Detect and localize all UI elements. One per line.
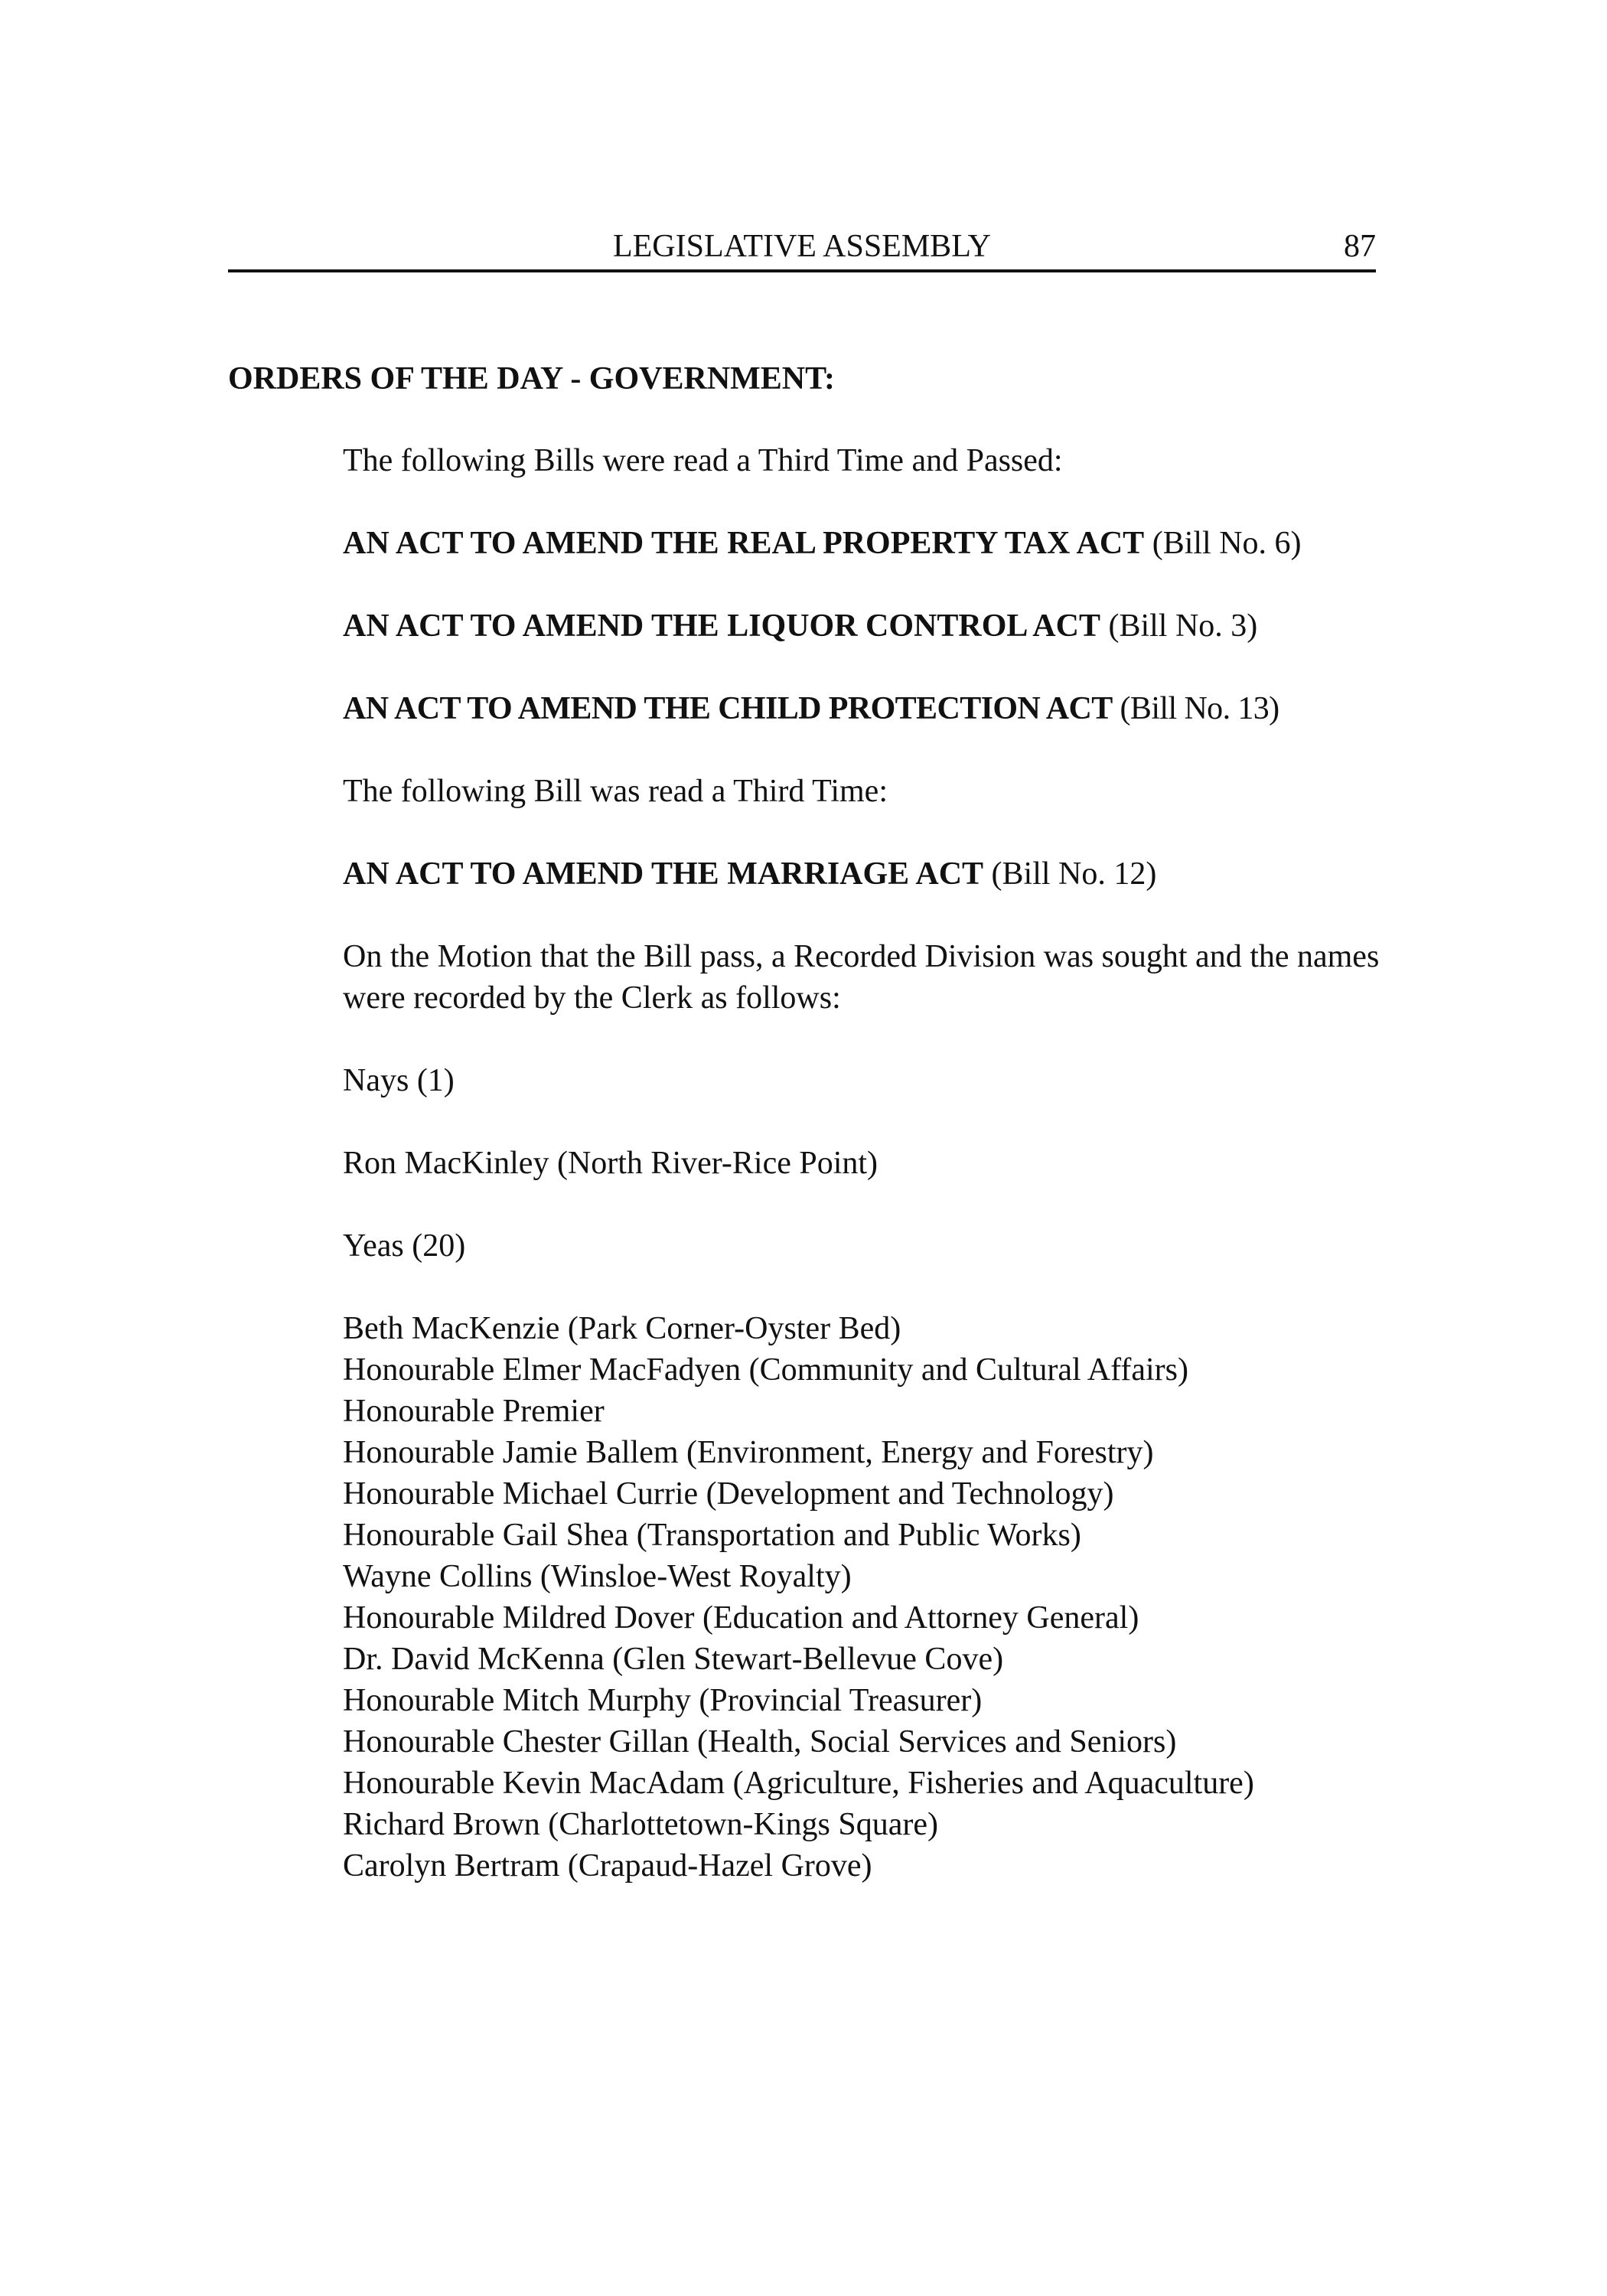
bill-title: AN ACT TO AMEND THE LIQUOR CONTROL ACT xyxy=(343,608,1100,644)
yeas-member: Beth MacKenzie (Park Corner-Oyster Bed) xyxy=(343,1311,901,1346)
bill-entry xyxy=(343,523,1384,564)
yeas-member: Carolyn Bertram (Crapaud-Hazel Grove) xyxy=(343,1848,872,1883)
bill-number: (Bill No. 6) xyxy=(1152,526,1302,561)
yeas-member: Honourable Mildred Dover (Education and Attorney General) xyxy=(343,1600,1139,1636)
bill-entry xyxy=(343,605,1257,647)
yeas-member: Honourable Elmer MacFadyen (Community and Cultural Affairs) xyxy=(343,1352,1188,1388)
running-header xyxy=(228,223,1376,272)
bill-number: (Bill No. 12) xyxy=(991,856,1157,892)
bill-entry xyxy=(343,688,1279,729)
bill-title: AN ACT TO AMEND THE CHILD PROTECTION ACT xyxy=(343,691,1113,726)
section-heading: ORDERS OF THE DAY - GOVERNMENT: xyxy=(228,361,836,396)
bill-number: (Bill No. 3) xyxy=(1108,608,1258,644)
yeas-member: Honourable Gail Shea (Transportation and Public Works) xyxy=(343,1518,1081,1553)
yeas-member: Honourable Michael Currie (Development and Technology) xyxy=(343,1476,1114,1512)
bill-title: AN ACT TO AMEND THE REAL PROPERTY TAX ACT xyxy=(343,526,1145,561)
nays-member: Ron MacKinley (North River-Rice Point) xyxy=(343,1146,878,1181)
bill-number: (Bill No. 13) xyxy=(1120,691,1279,726)
yeas-member: Wayne Collins (Winsloe-West Royalty) xyxy=(343,1559,852,1594)
yeas-member: Honourable Chester Gillan (Health, Social Services and Seniors) xyxy=(343,1724,1177,1760)
yeas-member: Honourable Premier xyxy=(343,1394,605,1429)
yeas-member: Dr. David McKenna (Glen Stewart-Bellevue Cove) xyxy=(343,1642,1004,1677)
intro-third-reading-text: The following Bill was read a Third Time: xyxy=(343,774,888,809)
bill-entry xyxy=(343,853,1156,895)
nays-heading: Nays (1) xyxy=(343,1063,455,1098)
yeas-heading: Yeas (20) xyxy=(343,1228,466,1264)
bill-title: AN ACT TO AMEND THE MARRIAGE ACT xyxy=(343,856,984,892)
yeas-member: Honourable Kevin MacAdam (Agriculture, Fisheries and Aquaculture) xyxy=(343,1766,1254,1801)
header-title: LEGISLATIVE ASSEMBLY xyxy=(613,229,991,264)
page-number: 87 xyxy=(1344,229,1376,264)
intro-passed-text: The following Bills were read a Third Time and Passed: xyxy=(343,443,1063,478)
yeas-member: Richard Brown (Charlottetown-Kings Square) xyxy=(343,1807,939,1842)
motion-text: On the Motion that the Bill pass, a Recorded Division was sought and the names were recorded by the Clerk as follows: xyxy=(343,939,1380,1016)
yeas-member: Honourable Mitch Murphy (Provincial Treasurer) xyxy=(343,1683,983,1718)
yeas-member: Honourable Jamie Ballem (Environment, Energy and Forestry) xyxy=(343,1435,1154,1470)
